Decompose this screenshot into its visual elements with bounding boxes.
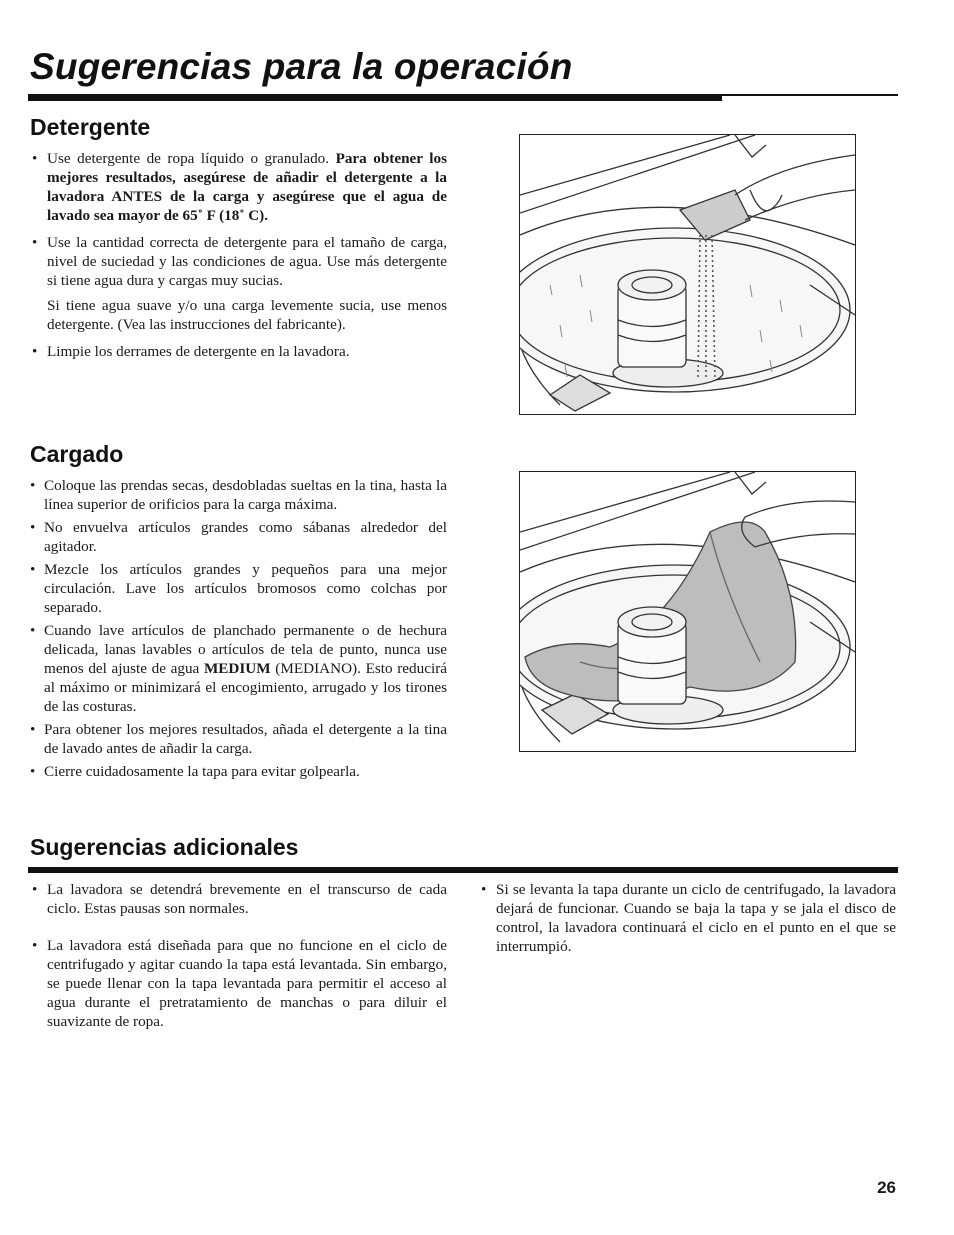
detergente-item3: • Limpie los derrames de detergente en la lavadora. bbox=[47, 343, 350, 360]
list-item bbox=[30, 476, 447, 514]
list-item bbox=[30, 880, 447, 918]
detergente-heading: Detergente bbox=[30, 114, 151, 140]
cargado-item5: • Para obtener los mejores resultados, añada el detergente a la tina de lavado antes de añadir la carga. bbox=[44, 721, 447, 757]
list-item bbox=[30, 936, 447, 1031]
page-title: Sugerencias para la operación bbox=[30, 46, 573, 87]
detergente-item1-text: Use detergente de ropa líquido o granulado. bbox=[47, 150, 336, 167]
cargado-heading: Cargado bbox=[30, 441, 124, 467]
list-item bbox=[30, 621, 447, 716]
cargado-item3: • Mezcle los artículos grandes y pequeños para una mejor circulación. Lave los artículos bromosos como colchas por separado. bbox=[44, 561, 447, 616]
cargado-item4-rest: (MEDIANO). Esto reducirá al máximo or minimizará el encogimiento, arrugado y los tirones de las costuras. bbox=[44, 660, 447, 715]
cargado-item4-bold: MEDIUM bbox=[203, 660, 271, 677]
list-item bbox=[30, 720, 447, 758]
cargado-item4-text: Cuando lave artículos de planchado permanente o de hechura delicada, lanas lavables o artículos de tela de punto, nunca use menos del ajuste de agua bbox=[44, 622, 447, 677]
list-item bbox=[30, 762, 447, 781]
detergente-item2-p2: Si tiene agua suave y/o una carga levemente sucia, use menos detergente. (Vea las instrucciones del fabricante). bbox=[47, 297, 447, 333]
section-rule bbox=[28, 867, 898, 873]
list-item bbox=[30, 149, 447, 225]
list-item bbox=[30, 342, 447, 361]
list-item bbox=[30, 233, 447, 334]
list-item bbox=[30, 560, 447, 617]
loading-clothes-illustration bbox=[519, 471, 856, 752]
cargado-list bbox=[30, 476, 447, 785]
detergente-item1-bold: Para obtener los mejores resultados, asegúrese de añadir el detergente a la lavadora ANTES de la carga y asegúrese que el agua de lavado sea mayor de 65˚ F (18˚ C). bbox=[47, 150, 447, 224]
adicionales-right1: • Si se levanta la tapa durante un ciclo de centrifugado, la lavadora dejará de funcionar. Cuando se baja la tapa y se jala el disco de control, la lavadora continuará el ciclo en el punto en el que se interrumpió. bbox=[496, 881, 896, 955]
cargado-item1: • Coloque las prendas secas, desdobladas sueltas en la tina, hasta la línea superior de orificios para la carga máxima. bbox=[44, 477, 447, 513]
list-item bbox=[479, 880, 896, 956]
cargado-item6: • Cierre cuidadosamente la tapa para evitar golpearla. bbox=[44, 763, 360, 780]
list-item bbox=[30, 518, 447, 556]
title-rule-thin bbox=[722, 94, 898, 96]
page-number: 26 bbox=[877, 1178, 896, 1197]
detergente-list bbox=[30, 149, 447, 369]
adicionales-left1: • La lavadora se detendrá brevemente en el transcurso de cada ciclo. Estas pausas son normales. bbox=[47, 881, 447, 917]
adicionales-left2: • La lavadora está diseñada para que no funcione en el ciclo de centrifugado y agitar cuando la tapa está levantada. Sin embargo, se puede llenar con la tapa levantada para permitir el acceso al agua durante el pretratamiento de manchas o para diluir el suavizante de ropa. bbox=[47, 937, 447, 1030]
detergent-pouring-illustration bbox=[519, 134, 856, 415]
adicionales-left-list bbox=[30, 880, 447, 1049]
adicionales-right-list bbox=[479, 880, 896, 964]
detergente-item2-p1: • Use la cantidad correcta de detergente para el tamaño de carga, nivel de suciedad y las condiciones de agua. Use más detergente si tiene agua dura y cargas muy sucias. bbox=[47, 234, 447, 289]
cargado-item2: • No envuelva artículos grandes como sábanas alrededor del agitador. bbox=[44, 519, 447, 555]
title-rule-thick bbox=[28, 94, 722, 101]
adicionales-heading: Sugerencias adicionales bbox=[30, 834, 299, 860]
